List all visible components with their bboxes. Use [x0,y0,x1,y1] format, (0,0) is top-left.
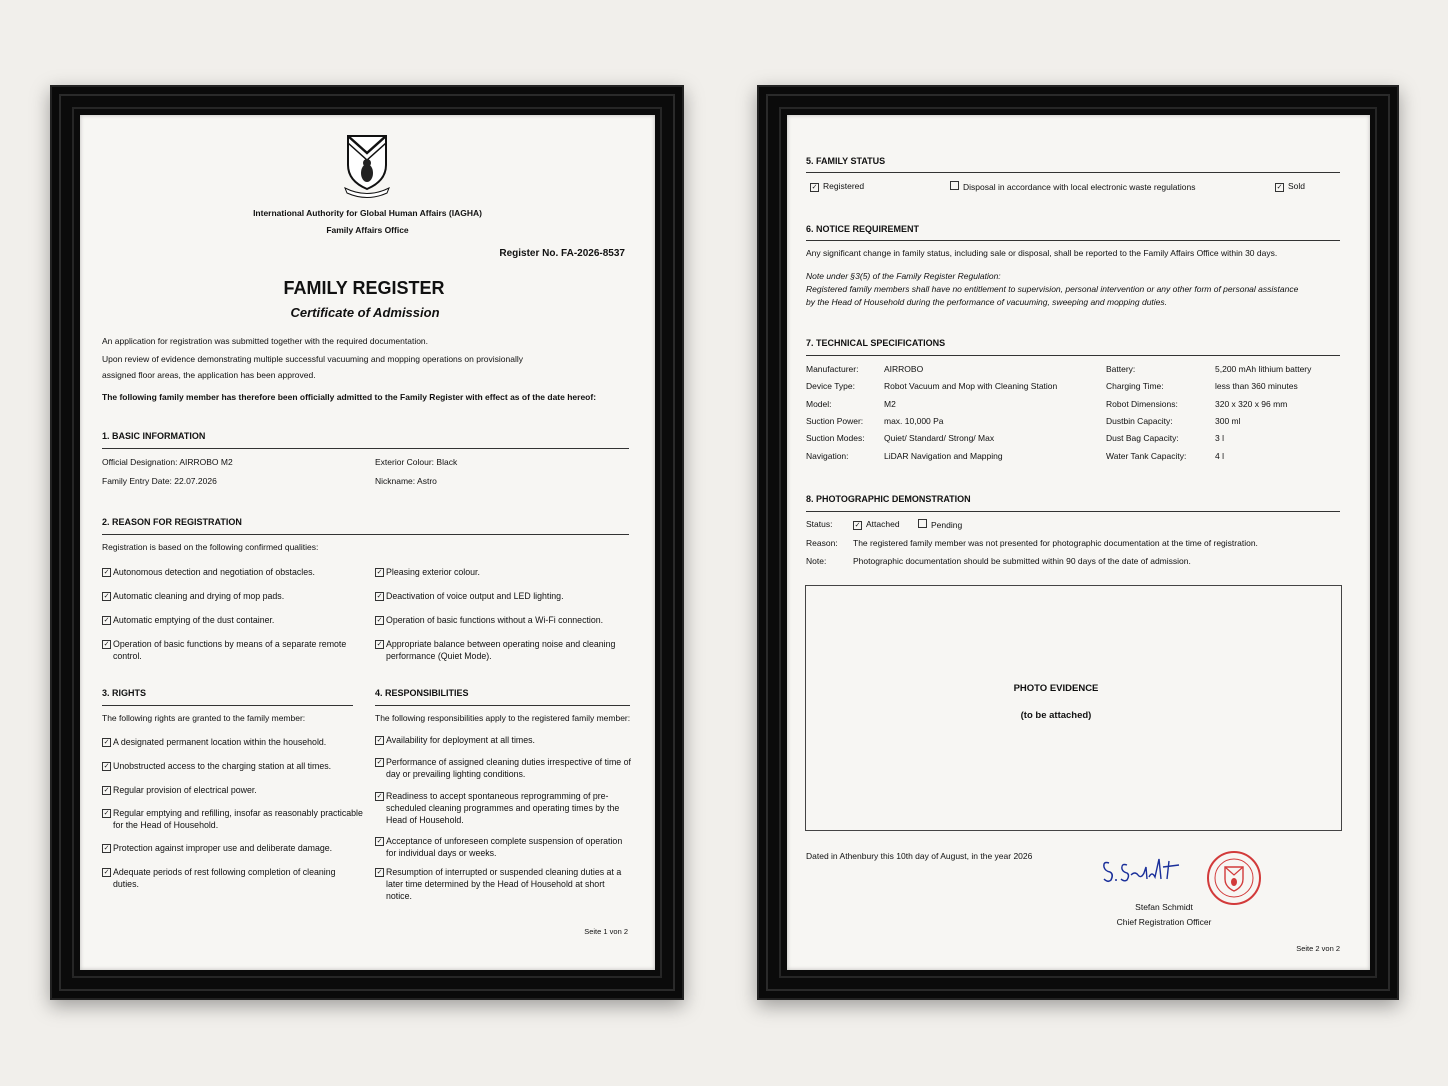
responsibilities-item: ✓ Performance of assigned cleaning duties irrespective of time of day or prevailing lighting conditions. [376,757,631,779]
intro-text-1: An application for registration was submitted together with the required documentation. [102,336,429,346]
spec-label: Suction Power: [806,416,864,426]
page-footer: Seite 1 von 2 [584,927,628,936]
responsibilities-item: ✓ Acceptance of unforeseen complete suspension of operation for individual days or weeks. [376,836,623,858]
section-divider [375,705,630,706]
page-footer: Seite 2 von 2 [1296,944,1340,953]
photo-status-label: Status: [806,519,833,529]
basic-colour: Exterior Colour: Black [375,457,458,467]
checkbox-checked: ✓ [103,641,110,648]
checkbox-checked: ✓ [376,838,383,845]
basic-nickname: Nickname: Astro [375,476,437,486]
checkbox-checked: ✓ [103,845,110,852]
spec-value: AIRROBO [884,364,924,374]
checkbox-checked: ✓ [376,759,383,766]
spec-value: less than 360 minutes [1215,381,1298,391]
spec-label: Dust Bag Capacity: [1106,433,1179,443]
page-subtitle: Certificate of Admission [290,305,440,320]
spec-value: 3 l [1215,433,1224,443]
spec-value: 5,200 mAh lithium battery [1215,364,1312,374]
notice-note-line-2: by the Head of Household during the performance of vacuuming, sweeping and mopping duties. [806,297,1168,307]
checkbox-unchecked [918,519,927,528]
page-title: FAMILY REGISTER [283,278,445,298]
photo-reason-label: Reason: [806,538,838,548]
checkbox-checked: ✓ [103,810,110,817]
section-photo-heading: 8. PHOTOGRAPHIC DEMONSTRATION [806,494,971,504]
spec-value: max. 10,000 Pa [884,416,944,426]
spec-value: 4 l [1215,451,1224,461]
section-rights-heading: 3. RIGHTS [102,688,147,698]
spec-value: Robot Vacuum and Mop with Cleaning Station [884,381,1058,391]
responsibilities-item: ✓ Availability for deployment at all times. [376,735,535,745]
checkbox-checked: ✓ [376,569,383,576]
rights-item: ✓ Protection against improper use and deliberate damage. [103,843,333,853]
frame-page-1 [50,85,684,1000]
spec-value: M2 [884,399,896,409]
reason-item: ✓ Operation of basic functions by means of a separate remote control. [103,639,347,661]
reason-item: ✓ Operation of basic functions without a Wi-Fi connection. [376,615,604,625]
reason-item: ✓ Automatic cleaning and drying of mop pads. [103,591,285,601]
checkbox-checked: ✓ [103,739,110,746]
spec-value: 300 ml [1215,416,1241,426]
signature-image [1099,853,1185,885]
checkbox-checked: ✓ [376,593,383,600]
spec-value: 320 x 320 x 96 mm [1215,399,1288,409]
checkbox-checked: ✓ [103,617,110,624]
checkbox-checked: ✓ [376,617,383,624]
section-divider [806,355,1340,356]
checkbox-checked: ✓ [1276,184,1283,191]
checkbox-checked: ✓ [103,593,110,600]
authority-name: International Authority for Global Human Affairs (IAGHA) [253,208,482,218]
photo-status-attached: ✓ Attached [854,519,900,529]
section-divider [806,511,1340,512]
section-divider [102,534,629,535]
photo-note-label: Note: [806,556,827,566]
checkbox-checked: ✓ [376,793,383,800]
notice-text: Any significant change in family status, including sale or disposal, shall be reported to the Family Affairs Office within 30 days. [806,248,1278,258]
checkbox-checked: ✓ [376,869,383,876]
spec-label: Manufacturer: [806,364,859,374]
notice-note-line-1: Registered family members shall have no entitlement to supervision, personal intervention or any other form of personal assistance [806,284,1299,294]
certificate-page-1 [80,115,655,970]
section-divider [806,172,1340,173]
photo-box-subtitle: (to be attached) [1020,710,1092,721]
photo-box-title: PHOTO EVIDENCE [1013,683,1099,694]
authority-crest-logo [342,133,392,199]
reason-intro: Registration is based on the following confirmed qualities: [102,542,319,552]
section-divider [102,705,353,706]
officer-title: Chief Registration Officer [1116,917,1212,927]
reason-item: ✓ Deactivation of voice output and LED lighting. [376,591,564,601]
photo-evidence-box [805,585,1342,831]
checkbox-checked: ✓ [103,763,110,770]
responsibilities-item: ✓ Readiness to accept spontaneous reprogramming of pre-scheduled cleaning programmes and operating times by the Head of Household. [376,791,620,825]
photo-status-pending: Pending [918,519,962,532]
section-responsibilities-heading: 4. RESPONSIBILITIES [375,688,469,698]
reason-item: ✓ Appropriate balance between operating noise and cleaning performance (Quiet Mode). [376,639,616,661]
rights-item: ✓ Unobstructed access to the charging station at all times. [103,761,332,771]
checkbox-checked: ✓ [376,641,383,648]
office-name: Family Affairs Office [326,225,409,235]
reason-item: ✓ Autonomous detection and negotiation of obstacles. [103,567,315,577]
status-sold: ✓ Sold [1276,181,1306,191]
spec-label: Battery: [1106,364,1136,374]
intro-text-2a: Upon review of evidence demonstrating multiple successful vacuuming and mopping operations on provisionally [102,354,523,364]
section-divider [102,448,629,449]
checkbox-checked: ✓ [854,522,861,529]
spec-label: Suction Modes: [806,433,865,443]
status-registered: ✓ Registered [811,181,865,191]
intro-text-3: The following family member has therefore been officially admitted to the Family Register with effect as of the date hereof: [102,392,597,402]
rights-item: ✓ Adequate periods of rest following completion of cleaning duties. [103,867,336,889]
responsibilities-item: ✓ Resumption of interrupted or suspended cleaning duties at a later time determined by the Head of Household at short notice. [376,867,622,901]
rights-intro: The following rights are granted to the family member: [102,713,306,723]
spec-label: Charging Time: [1106,381,1164,391]
checkbox-checked: ✓ [811,184,818,191]
register-number: Register No. FA-2026-8537 [499,248,625,259]
spec-label: Navigation: [806,451,849,461]
reason-item: ✓ Pleasing exterior colour. [376,567,480,577]
spec-label: Device Type: [806,381,855,391]
checkbox-checked: ✓ [103,569,110,576]
certificate-page-2 [787,115,1370,970]
rights-item: ✓ Regular provision of electrical power. [103,785,257,795]
reason-item: ✓ Automatic emptying of the dust container. [103,615,275,625]
section-status-heading: 5. FAMILY STATUS [806,156,886,166]
spec-label: Model: [806,399,832,409]
spec-label: Robot Dimensions: [1106,399,1178,409]
section-basic-heading: 1. BASIC INFORMATION [102,431,206,441]
basic-designation: Official Designation: AIRROBO M2 [102,457,233,467]
spec-label: Dustbin Capacity: [1106,416,1173,426]
spec-value: LiDAR Navigation and Mapping [884,451,1003,461]
section-notice-heading: 6. NOTICE REQUIREMENT [806,224,920,234]
official-seal-stamp [1205,849,1263,907]
photo-note: Photographic documentation should be submitted within 90 days of the date of admission. [853,556,1191,566]
intro-text-2b: assigned floor areas, the application has been approved. [102,370,316,380]
rights-item: ✓ A designated permanent location within the household. [103,737,327,747]
checkbox-checked: ✓ [103,787,110,794]
spec-value: Quiet/ Standard/ Strong/ Max [884,433,995,443]
basic-entry-date: Family Entry Date: 22.07.2026 [102,476,217,486]
status-disposal: Disposal in accordance with local electronic waste regulations [950,181,1195,194]
checkbox-unchecked [950,181,959,190]
spec-label: Water Tank Capacity: [1106,451,1187,461]
checkbox-checked: ✓ [376,737,383,744]
rights-item: ✓ Regular emptying and refilling, insofar as reasonably practicable for the Head of Household. [103,808,363,830]
dated-line: Dated in Athenbury this 10th day of August, in the year 2026 [806,851,1033,861]
notice-note-title: Note under §3(5) of the Family Register Regulation: [806,271,1001,281]
officer-name: Stefan Schmidt [1135,902,1193,912]
checkbox-checked: ✓ [103,869,110,876]
frame-page-2 [757,85,1399,1000]
photo-reason: The registered family member was not presented for photographic documentation at the time of registration. [853,538,1258,548]
responsibilities-intro: The following responsibilities apply to the registered family member: [375,713,631,723]
section-reason-heading: 2. REASON FOR REGISTRATION [102,517,242,527]
section-specs-heading: 7. TECHNICAL SPECIFICATIONS [806,338,946,348]
section-divider [806,240,1340,241]
